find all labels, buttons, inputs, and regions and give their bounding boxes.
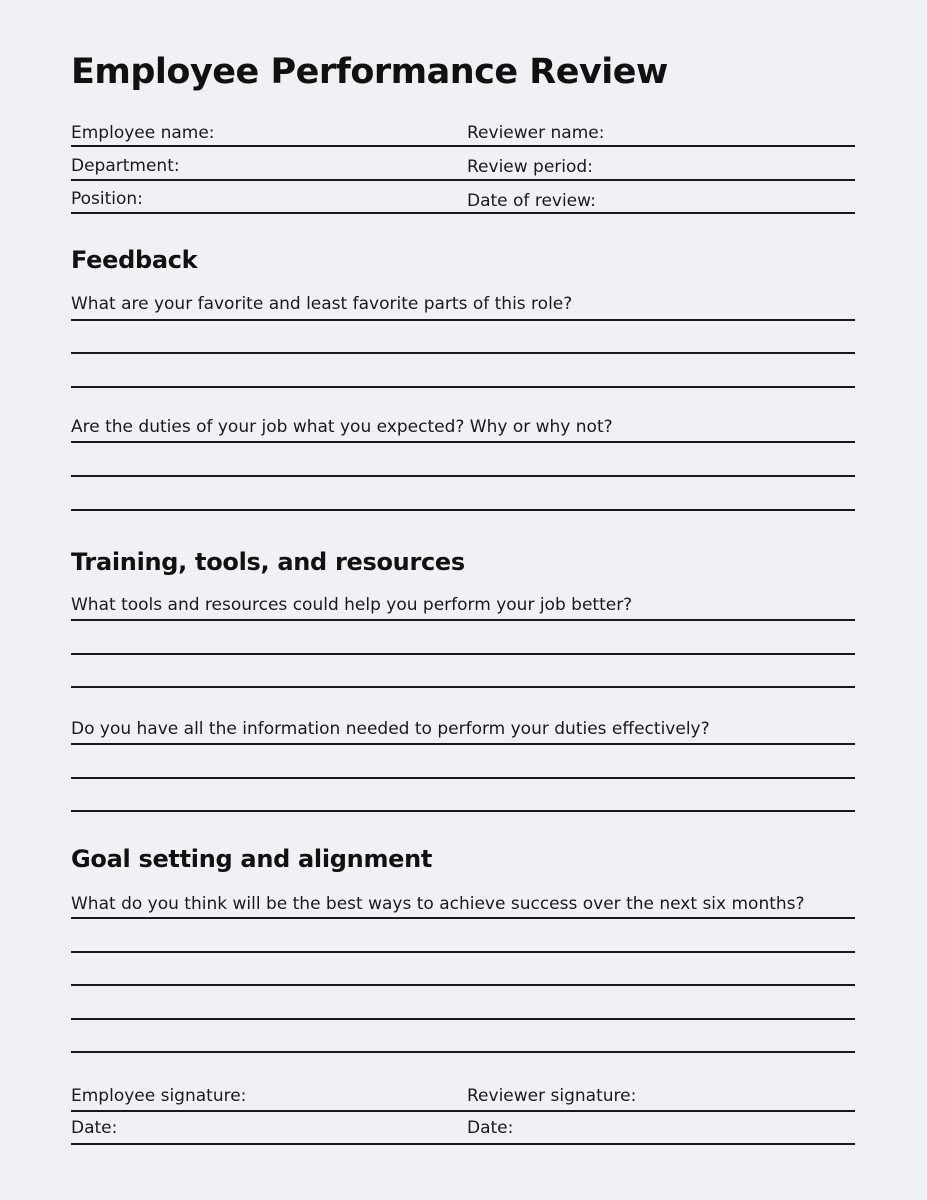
review-period-label: Review period: — [467, 157, 593, 177]
answer-line[interactable] — [71, 441, 855, 443]
answer-line[interactable] — [71, 951, 855, 953]
reviewer-date-label: Date: — [467, 1118, 514, 1138]
section-heading-goal-setting: Goal setting and alignment — [71, 845, 433, 873]
answer-line[interactable] — [71, 352, 855, 354]
section-heading-training: Training, tools, and resources — [71, 548, 465, 576]
question-success-six-months: What do you think will be the best ways to achieve success over the next six months? — [71, 894, 805, 914]
page-title: Employee Performance Review — [71, 52, 668, 92]
answer-line[interactable] — [71, 619, 855, 621]
answer-line[interactable] — [71, 319, 855, 321]
answer-line[interactable] — [71, 1051, 855, 1053]
date-of-review-label: Date of review: — [467, 191, 596, 211]
employee-name-field[interactable] — [71, 145, 855, 147]
answer-line[interactable] — [71, 743, 855, 745]
answer-line[interactable] — [71, 917, 855, 919]
signature-field[interactable] — [71, 1110, 855, 1112]
employee-name-label: Employee name: — [71, 123, 215, 143]
answer-line[interactable] — [71, 777, 855, 779]
reviewer-name-label: Reviewer name: — [467, 123, 605, 143]
reviewer-signature-label: Reviewer signature: — [467, 1086, 637, 1106]
date-field[interactable] — [71, 1143, 855, 1145]
answer-line[interactable] — [71, 984, 855, 986]
employee-date-label: Date: — [71, 1118, 118, 1138]
answer-line[interactable] — [71, 686, 855, 688]
answer-line[interactable] — [71, 1018, 855, 1020]
position-field[interactable] — [71, 212, 855, 214]
answer-line[interactable] — [71, 386, 855, 388]
answer-line[interactable] — [71, 810, 855, 812]
question-information-needed: Do you have all the information needed to perform your duties effectively? — [71, 719, 710, 739]
answer-line[interactable] — [71, 509, 855, 511]
position-label: Position: — [71, 189, 143, 209]
department-label: Department: — [71, 156, 180, 176]
question-favorite-parts: What are your favorite and least favorite parts of this role? — [71, 294, 573, 314]
department-field[interactable] — [71, 179, 855, 181]
question-duties-expected: Are the duties of your job what you expected? Why or why not? — [71, 417, 613, 437]
answer-line[interactable] — [71, 653, 855, 655]
section-heading-feedback: Feedback — [71, 246, 198, 274]
question-tools-resources: What tools and resources could help you perform your job better? — [71, 595, 633, 615]
answer-line[interactable] — [71, 475, 855, 477]
employee-signature-label: Employee signature: — [71, 1086, 247, 1106]
